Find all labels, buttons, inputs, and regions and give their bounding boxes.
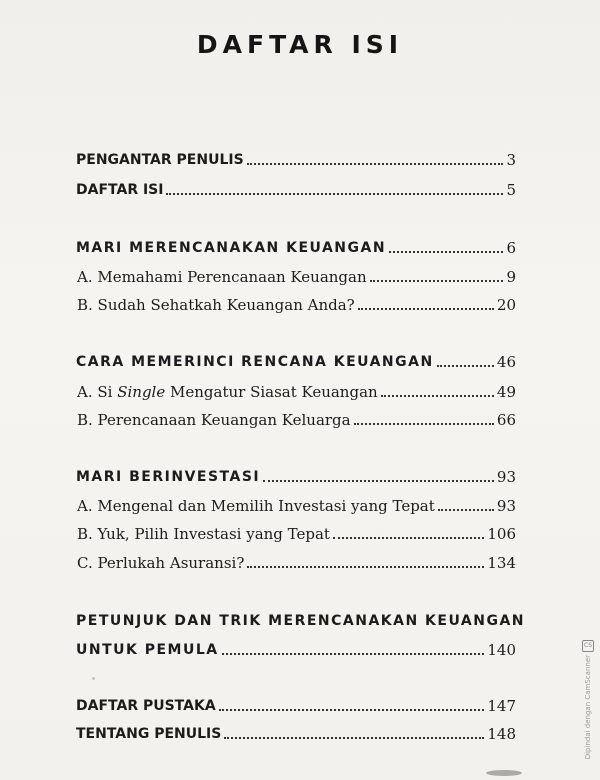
- camscanner-icon: CS: [582, 640, 594, 652]
- toc-entry-daftar-isi: [76, 178, 516, 202]
- toc-label: TENTANG PENULIS: [76, 726, 222, 742]
- toc-subentry-2a: [76, 380, 516, 404]
- toc-subentry-1a: [76, 265, 516, 289]
- dot-leader: [437, 365, 494, 367]
- toc-page-number: 6: [506, 239, 516, 257]
- toc-page-number: 148: [487, 725, 516, 743]
- toc-page-number: 147: [487, 697, 516, 715]
- dot-leader: [358, 308, 494, 310]
- dot-leader: [381, 395, 494, 397]
- toc-label: B. Perencanaan Keuangan Keluarga: [77, 411, 351, 429]
- toc-label-suffix: Mengatur Siasat Keuangan: [165, 383, 378, 401]
- toc-entry-tentang: [76, 722, 516, 746]
- dot-leader: [438, 509, 494, 511]
- watermark-text: Dipindai dengan CamScanner: [584, 655, 592, 760]
- dot-leader: [370, 280, 504, 282]
- toc-page-number: 134: [487, 554, 516, 572]
- toc-label: MARI MERENCANAKAN KEUANGAN: [76, 240, 387, 256]
- toc-page-number: 49: [496, 383, 516, 401]
- toc-subentry-2b: [76, 408, 516, 432]
- dot-leader: [222, 653, 485, 655]
- page-title: DAFTAR ISI: [196, 30, 404, 59]
- toc-label-prefix: A. Si: [77, 383, 118, 401]
- toc-label: MARI BERINVESTASI: [76, 469, 261, 485]
- dot-leader: [354, 423, 494, 425]
- toc-label: UNTUK PEMULA: [76, 642, 219, 658]
- toc-label: CARA MEMERINCI RENCANA KEUANGAN: [76, 354, 434, 370]
- toc-label: DAFTAR PUSTAKA: [76, 698, 216, 714]
- toc-chapter-1: [76, 236, 516, 260]
- toc-page-number: 5: [506, 181, 516, 199]
- dot-leader: [247, 163, 504, 165]
- toc-label-italic: Single: [117, 383, 166, 401]
- dot-leader: [389, 251, 503, 253]
- toc-page-number: 93: [496, 497, 516, 515]
- dot-leader: [247, 566, 484, 568]
- toc-label: A. Mengenal dan Memilih Investasi yang Tepat: [77, 497, 435, 515]
- scan-smudge: [486, 770, 522, 776]
- toc-subentry-3a: [76, 494, 516, 518]
- dot-leader: [224, 737, 484, 739]
- dot-leader: [263, 480, 494, 482]
- dot-leader: [333, 537, 484, 539]
- toc-page-number: 140: [487, 641, 516, 659]
- toc-entry-pustaka: [76, 694, 516, 718]
- toc-page-number: 9: [506, 268, 516, 286]
- toc-page-number: 3: [506, 151, 516, 169]
- toc-label: PENGANTAR PENULIS: [76, 152, 244, 168]
- toc-chapter-3: [76, 465, 516, 489]
- toc-page-number: 46: [496, 353, 516, 371]
- toc-page-number: 93: [496, 468, 516, 486]
- dot-leader: [166, 193, 503, 195]
- toc-entry-pengantar: [76, 148, 516, 172]
- toc-chapter-4: [76, 638, 516, 662]
- toc-page-number: 106: [487, 525, 516, 543]
- scan-speck: [92, 677, 95, 680]
- toc-page-number: 66: [496, 411, 516, 429]
- toc-label: [76, 380, 378, 404]
- toc-label: B. Yuk, Pilih Investasi yang Tepat: [77, 525, 330, 543]
- toc-label: A. Memahami Perencanaan Keuangan: [77, 268, 367, 286]
- dot-leader: [219, 709, 485, 711]
- toc-subentry-1b: [76, 293, 516, 317]
- toc-subentry-3b: [76, 522, 516, 546]
- toc-subentry-3c: [76, 551, 516, 575]
- toc-chapter-2: [76, 350, 516, 374]
- toc-label: B. Sudah Sehatkah Keuangan Anda?: [77, 296, 355, 314]
- scanner-watermark: [582, 640, 594, 760]
- toc-label: DAFTAR ISI: [76, 182, 164, 198]
- toc-label: C. Perlukah Asuransi?: [77, 554, 245, 572]
- toc-page-number: 20: [496, 296, 516, 314]
- toc-chapter-4-line1: PETUNJUK DAN TRIK MERENCANAKAN KEUANGAN: [76, 613, 526, 629]
